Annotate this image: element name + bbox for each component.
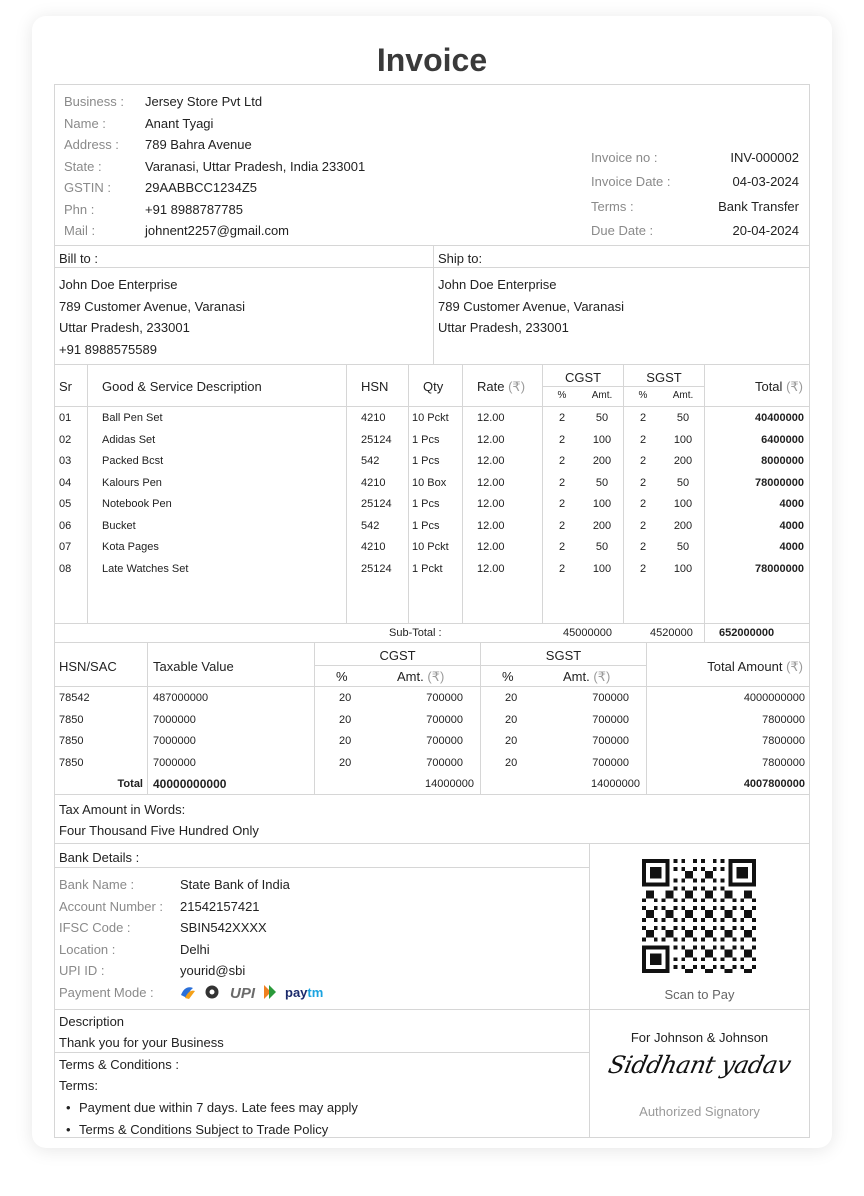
- item-cgst-amt: 200: [592, 455, 612, 467]
- tax-taxable: 487000000: [153, 692, 209, 704]
- item-description: Ball Pen Set: [102, 412, 163, 424]
- item-sgst-pct: 2: [639, 455, 647, 467]
- col-sr: Sr: [59, 379, 72, 394]
- item-sr: 04: [59, 476, 72, 489]
- item-cgst-pct: 2: [558, 433, 566, 446]
- table-row: [55, 477, 809, 493]
- item-sgst-amt: 50: [676, 412, 690, 424]
- col-description: Good & Service Description: [102, 379, 262, 394]
- tax-col-cgst: CGST: [379, 648, 416, 663]
- tax-row: [55, 757, 809, 773]
- item-cgst-amt: 100: [592, 562, 612, 575]
- item-sr: 06: [59, 519, 72, 532]
- table-row: [55, 434, 809, 450]
- tax-col-sgst: SGST: [545, 648, 582, 663]
- item-sr: 03: [59, 455, 72, 467]
- item-description: Notebook Pen: [102, 498, 172, 510]
- subtotal-cgst: 45000000: [563, 627, 612, 639]
- seller-label: Address :: [64, 137, 119, 152]
- item-hsn: 25124: [361, 562, 392, 575]
- wallet-icon: [206, 986, 219, 999]
- tax-col-sgst-amt: Amt. (₹): [563, 669, 611, 684]
- tax-sgst-amt: 700000: [592, 713, 629, 726]
- bank-value: SBIN542XXXX: [180, 920, 267, 935]
- tax-sgst-pct: 20: [505, 692, 518, 704]
- item-cgst-amt: 50: [595, 541, 609, 553]
- signature-role: Authorized Signatory: [639, 1104, 760, 1119]
- item-rate: 12.00: [477, 476, 505, 489]
- tax-col-cgst-amt: Amt. (₹): [397, 669, 445, 684]
- bank-value: 21542157421: [180, 898, 260, 914]
- col-rate: Rate (₹): [477, 379, 526, 394]
- bill-to-line: 789 Customer Avenue, Varanasi: [59, 298, 245, 314]
- words-value: Four Thousand Five Hundred Only: [59, 823, 259, 838]
- signature-for: For Johnson & Johnson: [630, 1030, 769, 1045]
- tax-cgst-pct: 20: [339, 735, 352, 747]
- item-sgst-pct: 2: [639, 498, 647, 510]
- tax-total-label: Total: [117, 778, 143, 790]
- item-cgst-amt: 100: [592, 433, 612, 446]
- item-total: 40400000: [755, 412, 804, 424]
- item-qty: 10 Pckt: [412, 412, 449, 424]
- table-row: [55, 455, 809, 471]
- tax-sgst-pct: 20: [505, 756, 518, 769]
- item-sr: 07: [59, 541, 72, 553]
- payment-mode-label: Payment Mode :: [59, 985, 154, 1000]
- item-sgst-amt: 50: [676, 541, 690, 553]
- invoice-meta-value: 20-04-2024: [732, 222, 799, 238]
- item-hsn: 25124: [361, 498, 392, 510]
- item-cgst-pct: 2: [558, 498, 566, 510]
- ship-to-heading: Ship to:: [438, 251, 483, 266]
- item-sr: 08: [59, 562, 72, 575]
- table-row: [55, 563, 809, 579]
- bill-to-line: Uttar Pradesh, 233001: [59, 320, 190, 335]
- tax-sgst-amt: 700000: [592, 756, 629, 769]
- tax-total-amount: 4000000000: [743, 692, 805, 704]
- item-sgst-amt: 200: [673, 519, 693, 532]
- item-rate: 12.00: [477, 519, 505, 532]
- seller-value: Varanasi, Uttar Pradesh, India 233001: [145, 158, 366, 174]
- item-sgst-amt: 200: [673, 455, 693, 467]
- tax-cgst-pct: 20: [339, 692, 352, 704]
- item-rate: 12.00: [477, 541, 505, 553]
- tax-cgst-pct: 20: [339, 713, 352, 726]
- ship-to-line: Uttar Pradesh, 233001: [438, 320, 569, 335]
- qr-code-svg: [642, 859, 756, 973]
- terms-sub: Terms:: [59, 1078, 98, 1093]
- item-hsn: 542: [361, 455, 380, 467]
- subtotal-sgst: 4520000: [650, 627, 693, 639]
- item-description: Kalours Pen: [102, 476, 162, 489]
- description-heading: Description: [59, 1014, 125, 1029]
- seller-value: 789 Bahra Avenue: [145, 137, 252, 152]
- tax-col-total: Total Amount (₹): [707, 659, 803, 674]
- bill-to-line: John Doe Enterprise: [59, 277, 178, 292]
- terms-bullet: •: [66, 1121, 71, 1137]
- bank-value: Delhi: [180, 941, 210, 957]
- item-sgst-amt: 100: [673, 562, 693, 575]
- item-sgst-amt: 100: [673, 498, 693, 510]
- subtotal-total: 652000000: [719, 627, 775, 639]
- seller-value: Jersey Store Pvt Ltd: [145, 94, 263, 109]
- tax-row: [55, 735, 809, 751]
- payment-logos-svg: [179, 983, 339, 1001]
- col-cgst-amt: Amt.: [591, 390, 613, 401]
- tax-total-amount: 4007800000: [743, 778, 805, 790]
- item-sgst-pct: 2: [639, 562, 647, 575]
- tax-col-hsn: HSN/SAC: [59, 659, 117, 674]
- item-sgst-pct: 2: [639, 433, 647, 446]
- col-cgst-pct: %: [557, 390, 567, 401]
- item-sr: 01: [59, 412, 72, 424]
- ship-to-line: John Doe Enterprise: [438, 277, 557, 292]
- terms-item: Terms & Conditions Subject to Trade Policy: [79, 1121, 329, 1137]
- item-qty: 10 Box: [412, 476, 447, 489]
- col-total: Total (₹): [754, 379, 803, 394]
- words-label: Tax Amount in Words:: [59, 802, 186, 817]
- item-cgst-pct: 2: [558, 541, 566, 553]
- description-text: Thank you for your Business: [59, 1035, 224, 1050]
- invoice-meta-value: INV-000002: [730, 150, 799, 165]
- tax-cgst-amt: 700000: [426, 692, 463, 704]
- seller-value: johnent2257@gmail.com: [145, 223, 290, 238]
- item-sgst-pct: 2: [639, 476, 647, 489]
- tax-row: [55, 714, 809, 730]
- tax-total-amount: 7800000: [762, 735, 805, 747]
- payment-qr-code[interactable]: [642, 859, 756, 978]
- tax-row: [55, 692, 809, 708]
- terms-bullet: •: [66, 1100, 71, 1115]
- item-qty: 1 Pcs: [412, 519, 440, 532]
- qr-caption: Scan to Pay: [664, 987, 735, 1002]
- item-rate: 12.00: [477, 433, 505, 446]
- item-cgst-amt: 50: [595, 412, 609, 424]
- item-cgst-amt: 200: [592, 519, 612, 532]
- item-cgst-pct: 2: [558, 519, 566, 532]
- tax-total-amount: 7800000: [762, 713, 805, 726]
- seller-label: Phn :: [64, 201, 95, 217]
- tax-taxable: 7000000: [153, 756, 196, 769]
- bank-label: Account Number :: [59, 898, 164, 914]
- tax-sgst-pct: 20: [505, 735, 518, 747]
- item-description: Kota Pages: [102, 541, 159, 553]
- item-description: Adidas Set: [102, 433, 156, 446]
- item-cgst-pct: 2: [558, 562, 566, 575]
- tax-total-cgst: 14000000: [425, 778, 474, 790]
- tax-hsn: 7850: [59, 756, 84, 769]
- item-total: 78000000: [755, 476, 804, 489]
- tax-cgst-pct: 20: [339, 756, 352, 769]
- item-description: Packed Bcst: [102, 455, 164, 467]
- tax-hsn: 7850: [59, 713, 84, 726]
- item-description: Late Watches Set: [102, 562, 189, 575]
- seller-value: +91 8988787785: [145, 201, 243, 217]
- item-sgst-amt: 50: [676, 476, 690, 489]
- item-sr: 02: [59, 433, 72, 446]
- bill-to-line: +91 8988575589: [59, 341, 157, 357]
- invoice-meta-label: Due Date :: [591, 222, 654, 238]
- tax-col-taxable: Taxable Value: [153, 659, 234, 674]
- bank-label: Location :: [59, 941, 116, 957]
- bill-to-heading: Bill to :: [59, 251, 99, 266]
- col-sgst-amt: Amt.: [672, 390, 694, 401]
- seller-label: State :: [64, 158, 102, 174]
- tax-taxable: 7000000: [153, 735, 196, 747]
- tax-total-taxable: 40000000000: [153, 777, 227, 791]
- item-qty: 1 Pcs: [412, 455, 440, 467]
- item-cgst-pct: 2: [558, 412, 566, 424]
- tax-col-cgst-pct: %: [336, 669, 348, 684]
- tax-sgst-pct: 20: [505, 713, 518, 726]
- item-rate: 12.00: [477, 498, 505, 510]
- item-total: 8000000: [761, 455, 804, 467]
- tax-cgst-amt: 700000: [426, 713, 463, 726]
- table-row: [55, 498, 809, 514]
- item-qty: 1 Pcs: [412, 433, 440, 446]
- seller-label: Name :: [64, 115, 106, 131]
- signature-handwriting: Siddhant yadav: [605, 1051, 794, 1079]
- bank-value: State Bank of India: [180, 877, 290, 892]
- phonepe-like-icon: [181, 987, 195, 999]
- tax-col-sgst-pct: %: [502, 669, 514, 684]
- item-rate: 12.00: [477, 455, 505, 467]
- item-cgst-pct: 2: [558, 455, 566, 467]
- item-total: 78000000: [755, 562, 804, 575]
- terms-item: Payment due within 7 days. Late fees may apply: [79, 1100, 358, 1115]
- bank-label: IFSC Code :: [59, 920, 131, 935]
- item-hsn: 4210: [361, 541, 386, 553]
- paytm-logo: paytm: [285, 985, 324, 1000]
- item-cgst-amt: 50: [595, 476, 609, 489]
- item-qty: 1 Pckt: [412, 562, 443, 575]
- tax-hsn: 7850: [59, 735, 84, 747]
- table-row: [55, 520, 809, 536]
- item-sgst-pct: 2: [639, 541, 647, 553]
- bank-label: Bank Name :: [59, 877, 135, 892]
- item-hsn: 4210: [361, 476, 386, 489]
- item-total: 4000: [779, 519, 804, 532]
- item-total: 6400000: [761, 433, 804, 446]
- col-sgst: SGST: [646, 370, 682, 385]
- col-sgst-pct: %: [638, 390, 648, 401]
- seller-label: GSTIN :: [64, 180, 111, 195]
- invoice-meta-label: Invoice Date :: [591, 174, 671, 190]
- tax-taxable: 7000000: [153, 713, 196, 726]
- invoice-meta-value: Bank Transfer: [718, 198, 799, 214]
- page-title: Invoice: [376, 42, 488, 78]
- item-hsn: 25124: [361, 433, 392, 446]
- item-qty: 1 Pcs: [412, 498, 440, 510]
- item-sgst-amt: 100: [673, 433, 693, 446]
- table-row: [55, 412, 809, 428]
- item-sr: 05: [59, 498, 72, 510]
- seller-value: 29AABBCC1234Z5: [145, 180, 258, 195]
- tax-total-amount: 7800000: [762, 756, 805, 769]
- col-cgst: CGST: [564, 370, 602, 385]
- tax-cgst-amt: 700000: [426, 756, 463, 769]
- seller-label: Mail :: [64, 223, 96, 238]
- upi-arrow-green-icon: [269, 985, 276, 999]
- item-rate: 12.00: [477, 412, 505, 424]
- table-row: [55, 541, 809, 557]
- invoice-meta-label: Invoice no :: [591, 150, 658, 165]
- item-total: 4000: [779, 541, 804, 553]
- item-total: 4000: [779, 498, 804, 510]
- invoice-meta-label: Terms :: [591, 198, 634, 214]
- item-hsn: 542: [361, 519, 380, 532]
- col-qty: Qty: [423, 379, 444, 394]
- item-hsn: 4210: [361, 412, 386, 424]
- item-sgst-pct: 2: [639, 519, 647, 532]
- col-hsn: HSN: [361, 379, 389, 394]
- ship-to-line: 789 Customer Avenue, Varanasi: [438, 298, 624, 314]
- item-rate: 12.00: [477, 562, 505, 575]
- item-qty: 10 Pckt: [412, 541, 449, 553]
- invoice-meta-value: 04-03-2024: [732, 174, 799, 190]
- payment-logos: [179, 983, 339, 1001]
- tax-sgst-amt: 700000: [592, 692, 629, 704]
- seller-label: Business :: [64, 94, 124, 109]
- upi-logo: UPI: [230, 985, 256, 1001]
- bank-value: yourid@sbi: [180, 963, 246, 978]
- tax-sgst-amt: 700000: [592, 735, 629, 747]
- tax-total-sgst: 14000000: [591, 778, 640, 790]
- bank-label: UPI ID :: [59, 963, 105, 978]
- bank-heading: Bank Details :: [59, 850, 140, 865]
- item-description: Bucket: [102, 519, 136, 532]
- tax-hsn: 78542: [59, 692, 90, 704]
- item-cgst-amt: 100: [592, 498, 612, 510]
- invoice-document: [54, 84, 810, 1138]
- item-sgst-pct: 2: [639, 412, 647, 424]
- terms-heading: Terms & Conditions :: [59, 1057, 179, 1072]
- tax-cgst-amt: 700000: [426, 735, 463, 747]
- item-cgst-pct: 2: [558, 476, 566, 489]
- seller-value: Anant Tyagi: [145, 115, 214, 131]
- subtotal-label: Sub-Total :: [389, 627, 442, 639]
